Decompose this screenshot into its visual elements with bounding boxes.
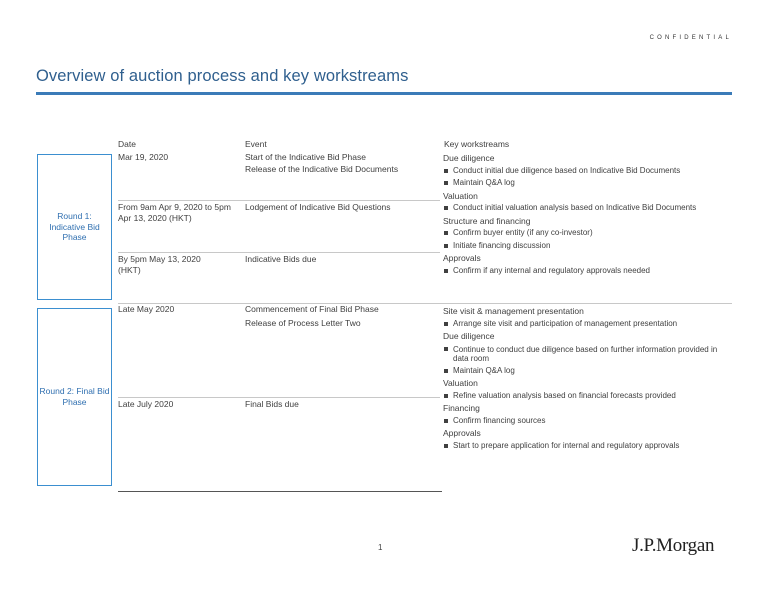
date-cell: Late July 2020 (118, 399, 174, 409)
event-cell: Final Bids due (245, 399, 299, 409)
round-label: Round 1: Indicative Bid Phase (49, 211, 100, 243)
workstream-item: Conduct initial valuation analysis based on Indicative Bid Documents (443, 202, 743, 215)
row-divider (118, 397, 440, 398)
workstream-item: Maintain Q&A log (443, 177, 743, 190)
event-cell: Commencement of Final Bid Phase (245, 304, 379, 314)
column-header-workstreams: Key workstreams (444, 139, 510, 149)
workstream-category: Structure and financing (443, 215, 531, 226)
page-number: 1 (378, 543, 383, 552)
round-label: Round 2: Final Bid Phase (39, 386, 110, 407)
workstream-item: Refine valuation analysis based on financial forecasts provided (443, 390, 718, 403)
confidential-label: CONFIDENTIAL (649, 35, 732, 41)
table-bottom-rule (118, 491, 442, 492)
workstream-category: Financing (443, 403, 480, 413)
brand-logo: J.P.Morgan (632, 535, 715, 556)
workstream-category: Valuation (443, 190, 478, 201)
workstream-item: Start to prepare application for internal and regulatory approvals (443, 440, 718, 453)
workstream-category: Due diligence (443, 331, 495, 341)
column-header-event: Event (245, 139, 267, 149)
workstream-category: Due diligence (443, 153, 495, 163)
column-header-date: Date (118, 139, 136, 149)
workstream-item: Arrange site visit and participation of management presentation (443, 318, 718, 331)
round-2-box (37, 308, 112, 486)
date-cell: Mar 19, 2020 (118, 152, 169, 162)
workstream-category: Approvals (443, 428, 481, 438)
date-cell: From 9am Apr 9, 2020 to 5pm Apr 13, 2020 (HKT) (118, 202, 231, 223)
workstream-item: Confirm financing sources (443, 415, 718, 428)
workstreams-round-1 (443, 152, 743, 277)
event-cell: Release of the Indicative Bid Documents (245, 164, 399, 174)
page-title: Overview of auction process and key workstreams (36, 67, 409, 85)
workstreams-round-2 (443, 305, 718, 452)
workstream-item: Conduct initial due diligence based on Indicative Bid Documents (443, 165, 743, 178)
event-cell: Indicative Bids due (245, 254, 317, 264)
workstream-item: Initiate financing discussion (443, 240, 743, 253)
event-cell: Start of the Indicative Bid Phase (245, 152, 366, 162)
workstream-item: Maintain Q&A log (443, 365, 718, 378)
workstream-item: Continue to conduct due diligence based on further information provided in data room (443, 345, 718, 364)
date-cell: Late May 2020 (118, 304, 175, 314)
workstream-item: Confirm if any internal and regulatory approvals needed (443, 265, 743, 278)
workstream-category: Approvals (443, 253, 481, 263)
workstream-category: Site visit & management presentation (443, 306, 584, 316)
event-cell: Release of Process Letter Two (245, 318, 361, 328)
row-divider (118, 200, 440, 201)
title-rule (36, 92, 732, 95)
round-divider (118, 303, 732, 304)
workstream-item: Confirm buyer entity (if any co-investor) (443, 227, 743, 240)
workstream-category: Valuation (443, 378, 478, 388)
event-cell: Lodgement of Indicative Bid Questions (245, 202, 391, 212)
date-cell: By 5pm May 13, 2020 (HKT) (118, 254, 201, 275)
round-1-box (37, 154, 112, 300)
row-divider (118, 252, 440, 253)
